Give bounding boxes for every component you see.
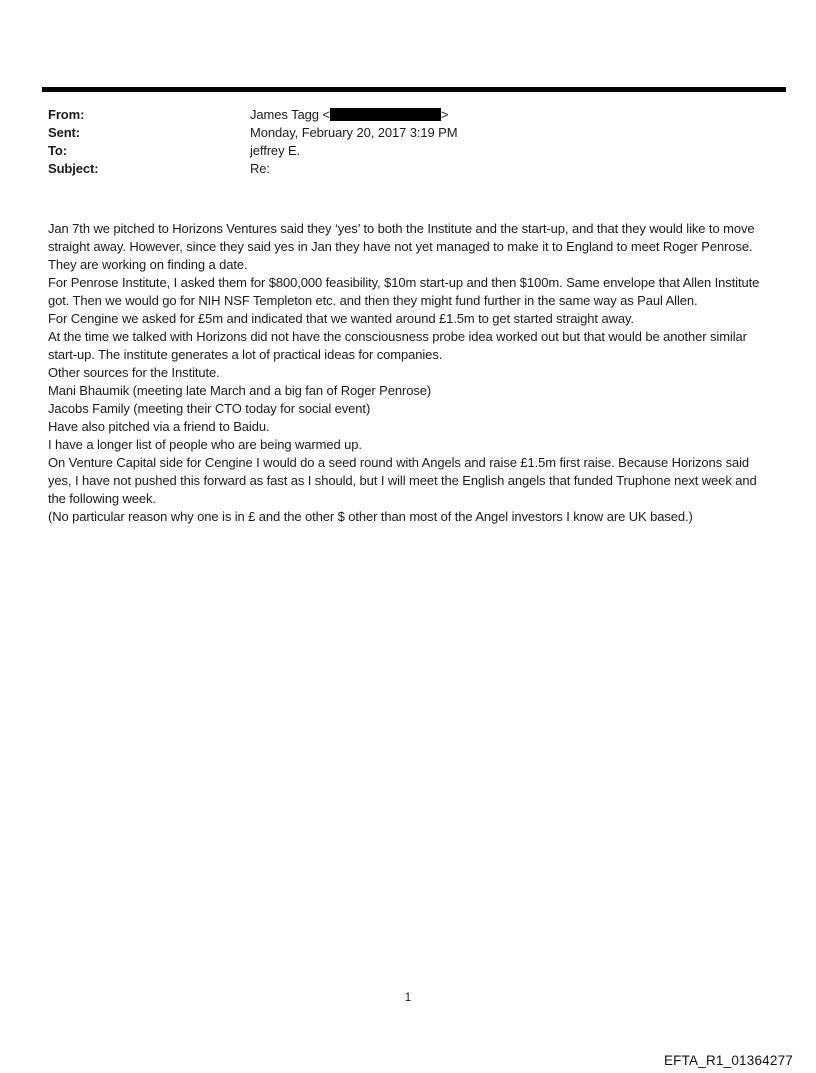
redacted-email-address [330, 108, 441, 121]
sent-value: Monday, February 20, 2017 3:19 PM [250, 125, 458, 140]
email-paragraph: Mani Bhaumik (meeting late March and a big fan of Roger Penrose) [48, 383, 432, 398]
email-paragraph: (No particular reason why one is in £ and the other $ other than most of the Angel investors I know are UK based.) [48, 509, 693, 524]
bates-stamp: EFTA_R1_01364277 [663, 1053, 793, 1068]
subject-label: Subject: [48, 161, 99, 176]
header-row-from [48, 106, 457, 124]
email-paragraph: For Penrose Institute, I asked them for $800,000 feasibility, $10m start-up and then $100m. Same envelope that Allen Institute got. Then we would go for NIH NSF Templeton etc. and then they might fund further in the same way as Paul Allen. [48, 275, 760, 308]
from-name: James Tagg < [250, 107, 330, 122]
header-divider-rule [42, 87, 786, 92]
header-row-to [48, 142, 457, 160]
email-paragraph: Have also pitched via a friend to Baidu. [48, 419, 270, 434]
email-paragraph: On Venture Capital side for Cengine I would do a seed round with Angels and raise £1.5m first raise. Because Horizons said yes, I have not pushed this forward as fast as I should, but I will meet the English angels that funded Truphone next week and the following week. [48, 455, 757, 506]
email-paragraph: At the time we talked with Horizons did not have the consciousness probe idea worked out but that would be another similar start-up. The institute generates a lot of practical ideas for companies. [48, 329, 747, 362]
subject-value: Re: [250, 161, 270, 176]
email-header [48, 106, 457, 178]
to-value: jeffrey E. [250, 143, 301, 158]
email-paragraph: I have a longer list of people who are being warmed up. [48, 437, 362, 452]
header-row-sent [48, 124, 457, 142]
email-paragraph: Jan 7th we pitched to Horizons Ventures said they ‘yes’ to both the Institute and the start-up, and that they would like to move straight away. However, since they said yes in Jan they have not yet managed to make it to England to meet Roger Penrose. They are working on finding a date. [48, 221, 755, 272]
email-body [48, 220, 775, 526]
email-paragraph: Jacobs Family (meeting their CTO today for social event) [48, 401, 371, 416]
to-label: To: [48, 143, 67, 158]
header-row-subject [48, 160, 457, 178]
from-label: From: [48, 107, 85, 122]
page-number: 1 [404, 992, 412, 1004]
email-paragraph: Other sources for the Institute. [48, 365, 220, 380]
sent-label: Sent: [48, 125, 81, 140]
from-value [250, 106, 448, 124]
email-paragraph: For Cengine we asked for £5m and indicated that we wanted around £1.5m to get started straight away. [48, 311, 634, 326]
from-close-bracket: > [440, 107, 449, 122]
